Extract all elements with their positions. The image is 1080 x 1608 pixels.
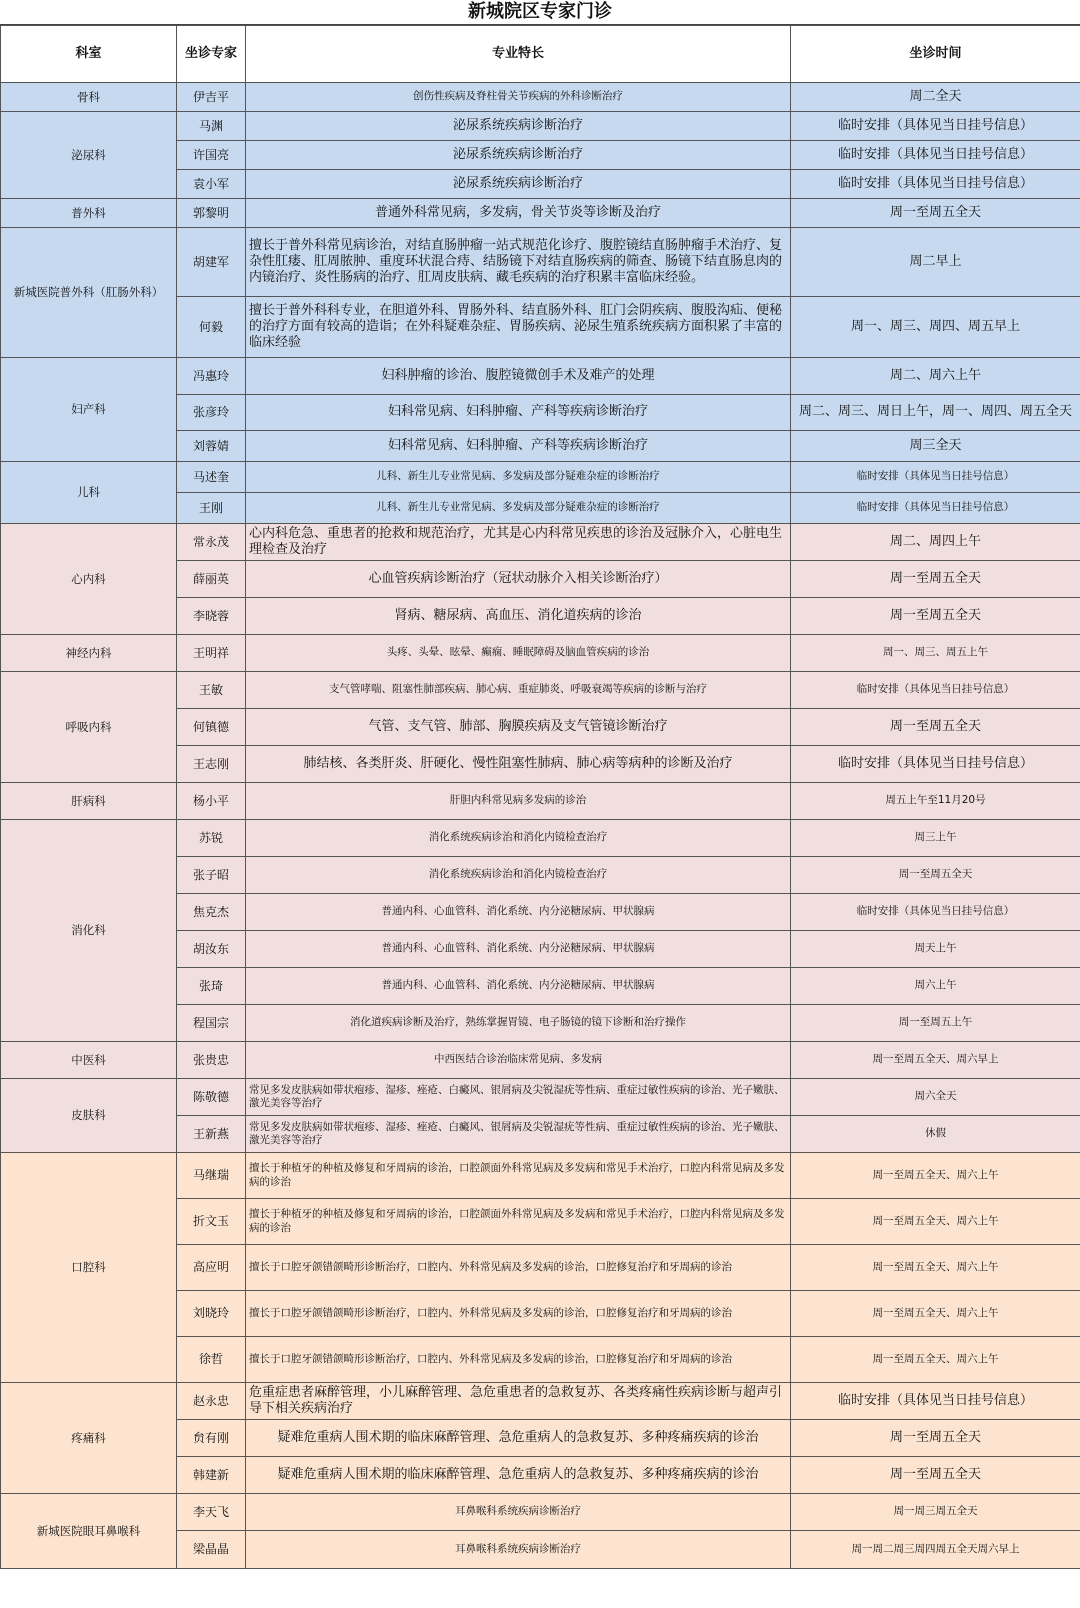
header-dept: 科室 bbox=[1, 26, 177, 83]
dept-cell: 疼痛科 bbox=[1, 1383, 177, 1494]
schedule-cell: 周一至周五全天、周六早上 bbox=[791, 1042, 1080, 1079]
doctor-cell: 刘蓉婧 bbox=[177, 431, 246, 462]
doctor-cell: 冯惠玲 bbox=[177, 358, 246, 395]
schedule-cell: 周二早上 bbox=[791, 228, 1080, 297]
specialty-cell: 肾病、糖尿病、高血压、消化道疾病的诊治 bbox=[246, 598, 791, 635]
header-specialty: 专业特长 bbox=[246, 26, 791, 83]
table-row bbox=[1, 820, 1080, 857]
schedule-cell: 周一至周五全天 bbox=[791, 1457, 1080, 1494]
dept-cell: 神经内科 bbox=[1, 635, 177, 672]
doctor-cell: 杨小平 bbox=[177, 783, 246, 820]
doctor-cell: 张琦 bbox=[177, 968, 246, 1005]
specialty-cell: 气管、支气管、肺部、胸膜疾病及支气管镜诊断治疗 bbox=[246, 709, 791, 746]
doctor-cell: 梁晶晶 bbox=[177, 1531, 246, 1569]
schedule-cell: 周一至周五全天 bbox=[791, 1420, 1080, 1457]
dept-cell: 呼吸内科 bbox=[1, 672, 177, 783]
doctor-cell: 王敏 bbox=[177, 672, 246, 709]
doctor-cell: 陈敬德 bbox=[177, 1079, 246, 1116]
doctor-cell: 胡建军 bbox=[177, 228, 246, 297]
specialty-cell: 消化系统疾病诊治和消化内镜检查治疗 bbox=[246, 820, 791, 857]
table-row bbox=[1, 1494, 1080, 1531]
dept-cell: 普外科 bbox=[1, 199, 177, 228]
schedule-cell: 周一周三周五全天 bbox=[791, 1494, 1080, 1531]
doctor-cell: 薛丽英 bbox=[177, 561, 246, 598]
dept-cell: 妇产科 bbox=[1, 358, 177, 462]
table-row bbox=[1, 524, 1080, 561]
specialty-cell: 擅长于口腔牙颌错颌畸形诊断治疗，口腔内、外科常见病及多发病的诊治，口腔修复治疗和牙周病的诊治 bbox=[246, 1291, 791, 1337]
table-row bbox=[1, 1383, 1080, 1420]
specialty-cell: 常见多发皮肤病如带状疱疹、湿疹、痤疮、白癜风、银屑病及尖锐湿疣等性病、重症过敏性疾病的诊治、光子嫩肤、激光美容等治疗 bbox=[246, 1079, 791, 1116]
doctor-cell: 王明祥 bbox=[177, 635, 246, 672]
doctor-cell: 高应明 bbox=[177, 1245, 246, 1291]
doctor-cell: 胡汝东 bbox=[177, 931, 246, 968]
doctor-cell: 马继瑞 bbox=[177, 1153, 246, 1199]
specialty-cell: 心血管疾病诊断治疗（冠状动脉介入相关诊断治疗） bbox=[246, 561, 791, 598]
specialty-cell: 泌尿系统疾病诊断治疗 bbox=[246, 112, 791, 141]
schedule-cell: 周一至周五全天、周六上午 bbox=[791, 1337, 1080, 1383]
schedule-cell: 周二、周四上午 bbox=[791, 524, 1080, 561]
schedule-cell: 周三上午 bbox=[791, 820, 1080, 857]
schedule-cell: 周一至周五全天 bbox=[791, 598, 1080, 635]
specialty-cell: 普通内科、心血管科、消化系统、内分泌糖尿病、甲状腺病 bbox=[246, 931, 791, 968]
specialty-cell: 耳鼻喉科系统疾病诊断治疗 bbox=[246, 1531, 791, 1569]
dept-cell: 中医科 bbox=[1, 1042, 177, 1079]
doctor-cell: 伊吉平 bbox=[177, 83, 246, 112]
specialty-cell: 擅长于种植牙的种植及修复和牙周病的诊治，口腔颌面外科常见病及多发病和常见手术治疗，口腔内科常见病及多发病的诊治 bbox=[246, 1153, 791, 1199]
clinic-table bbox=[0, 25, 1080, 1569]
specialty-cell: 消化系统疾病诊治和消化内镜检查治疗 bbox=[246, 857, 791, 894]
schedule-cell: 周一至周五全天、周六上午 bbox=[791, 1153, 1080, 1199]
table-row bbox=[1, 783, 1080, 820]
specialty-cell: 擅长于口腔牙颌错颌畸形诊断治疗，口腔内、外科常见病及多发病的诊治，口腔修复治疗和牙周病的诊治 bbox=[246, 1337, 791, 1383]
table-body bbox=[1, 83, 1080, 1569]
schedule-cell: 周六全天 bbox=[791, 1079, 1080, 1116]
doctor-cell: 徐哲 bbox=[177, 1337, 246, 1383]
table-row bbox=[1, 635, 1080, 672]
table-row bbox=[1, 358, 1080, 395]
doctor-cell: 袁小军 bbox=[177, 170, 246, 199]
table-row bbox=[1, 672, 1080, 709]
schedule-cell: 临时安排（具体见当日挂号信息） bbox=[791, 746, 1080, 783]
schedule-cell: 周一周二周三周四周五全天周六早上 bbox=[791, 1531, 1080, 1569]
doctor-cell: 马渊 bbox=[177, 112, 246, 141]
schedule-cell: 周一至周五全天、周六上午 bbox=[791, 1291, 1080, 1337]
dept-cell: 儿科 bbox=[1, 462, 177, 524]
page-title: 新城院区专家门诊 bbox=[0, 0, 1080, 25]
specialty-cell: 妇科常见病、妇科肿瘤、产科等疾病诊断治疗 bbox=[246, 395, 791, 431]
dept-cell: 泌尿科 bbox=[1, 112, 177, 199]
specialty-cell: 头疼、头晕、眩晕、癫痫、睡眠障碍及脑血管疾病的诊治 bbox=[246, 635, 791, 672]
table-row bbox=[1, 1042, 1080, 1079]
schedule-cell: 临时安排（具体见当日挂号信息） bbox=[791, 141, 1080, 170]
dept-cell: 消化科 bbox=[1, 820, 177, 1042]
dept-cell: 皮肤科 bbox=[1, 1079, 177, 1153]
specialty-cell: 擅长于普外科科专业，在胆道外科、胃肠外科、结直肠外科、肛门会阴疾病、腹股沟疝、便秘的治疗方面有较高的造诣；在外科疑难杂症、胃肠疾病、泌尿生殖系统疾病方面积累了丰富的临床经验 bbox=[246, 297, 791, 358]
specialty-cell: 儿科、新生儿专业常见病、多发病及部分疑难杂症的诊断治疗 bbox=[246, 493, 791, 524]
schedule-cell: 周一至周五全天、周六上午 bbox=[791, 1245, 1080, 1291]
schedule-cell: 临时安排（具体见当日挂号信息） bbox=[791, 170, 1080, 199]
schedule-cell: 周一至周五全天 bbox=[791, 199, 1080, 228]
dept-cell: 肝病科 bbox=[1, 783, 177, 820]
schedule-cell: 周三全天 bbox=[791, 431, 1080, 462]
doctor-cell: 张子昭 bbox=[177, 857, 246, 894]
schedule-cell: 周一至周五全天 bbox=[791, 857, 1080, 894]
schedule-cell: 周一、周三、周五上午 bbox=[791, 635, 1080, 672]
schedule-cell: 周一至周五全天 bbox=[791, 561, 1080, 598]
dept-cell: 口腔科 bbox=[1, 1153, 177, 1383]
doctor-cell: 王刚 bbox=[177, 493, 246, 524]
doctor-cell: 何镇德 bbox=[177, 709, 246, 746]
schedule-cell: 临时安排（具体见当日挂号信息） bbox=[791, 112, 1080, 141]
dept-cell: 新城医院普外科（肛肠外科） bbox=[1, 228, 177, 358]
doctor-cell: 张贵忠 bbox=[177, 1042, 246, 1079]
schedule-cell: 周二、周三、周日上午，周一、周四、周五全天 bbox=[791, 395, 1080, 431]
schedule-cell: 周一至周五全天 bbox=[791, 709, 1080, 746]
doctor-cell: 马述奎 bbox=[177, 462, 246, 493]
doctor-cell: 程国宗 bbox=[177, 1005, 246, 1042]
specialty-cell: 心内科危急、重患者的抢救和规范治疗，尤其是心内科常见疾患的诊治及冠脉介入，心脏电生理检查及治疗 bbox=[246, 524, 791, 561]
specialty-cell: 肝胆内科常见病多发病的诊治 bbox=[246, 783, 791, 820]
specialty-cell: 耳鼻喉科系统疾病诊断治疗 bbox=[246, 1494, 791, 1531]
specialty-cell: 泌尿系统疾病诊断治疗 bbox=[246, 141, 791, 170]
schedule-cell: 周一至周五上午 bbox=[791, 1005, 1080, 1042]
schedule-cell: 临时安排（具体见当日挂号信息） bbox=[791, 493, 1080, 524]
dept-cell: 骨科 bbox=[1, 83, 177, 112]
doctor-cell: 张彦玲 bbox=[177, 395, 246, 431]
specialty-cell: 消化道疾病诊断及治疗，熟练掌握胃镜、电子肠镜的镜下诊断和治疗操作 bbox=[246, 1005, 791, 1042]
specialty-cell: 儿科、新生儿专业常见病、多发病及部分疑难杂症的诊断治疗 bbox=[246, 462, 791, 493]
header-schedule: 坐诊时间 bbox=[791, 26, 1080, 83]
header-doctor: 坐诊专家 bbox=[177, 26, 246, 83]
schedule-cell: 休假 bbox=[791, 1116, 1080, 1153]
specialty-cell: 疑难危重病人围术期的临床麻醉管理、急危重病人的急救复苏、多种疼痛疾病的诊治 bbox=[246, 1457, 791, 1494]
table-row bbox=[1, 1079, 1080, 1116]
doctor-cell: 李天飞 bbox=[177, 1494, 246, 1531]
specialty-cell: 妇科肿瘤的诊治、腹腔镜微创手术及难产的处理 bbox=[246, 358, 791, 395]
table-row bbox=[1, 83, 1080, 112]
doctor-cell: 刘晓玲 bbox=[177, 1291, 246, 1337]
table-row bbox=[1, 112, 1080, 141]
schedule-cell: 周一、周三、周四、周五早上 bbox=[791, 297, 1080, 358]
specialty-cell: 支气管哮喘、阻塞性肺部疾病、肺心病、重症肺炎、呼吸衰竭等疾病的诊断与治疗 bbox=[246, 672, 791, 709]
specialty-cell: 疑难危重病人围术期的临床麻醉管理、急危重病人的急救复苏、多种疼痛疾病的诊治 bbox=[246, 1420, 791, 1457]
specialty-cell: 擅长于普外科常见病诊治，对结直肠肿瘤一站式规范化诊疗、腹腔镜结直肠肿瘤手术治疗、复杂性肛瘘、肛周脓肿、重度环状混合痔、结肠镜下对结直肠疾病的筛查、肠镜下结直肠息肉的内镜治疗、炎性肠病的治疗、肛周皮肤病、藏毛疾病的治疗积累丰富临床经验。 bbox=[246, 228, 791, 297]
specialty-cell: 危重症患者麻醉管理，小儿麻醉管理、急危重患者的急救复苏、各类疼痛性疾病诊断与超声引导下相关疾病治疗 bbox=[246, 1383, 791, 1420]
specialty-cell: 普通内科、心血管科、消化系统、内分泌糖尿病、甲状腺病 bbox=[246, 894, 791, 931]
schedule-cell: 周五上午至11月20号 bbox=[791, 783, 1080, 820]
specialty-cell: 常见多发皮肤病如带状疱疹、湿疹、痤疮、白癜风、银屑病及尖锐湿疣等性病、重症过敏性疾病的诊治、光子嫩肤、激光美容等治疗 bbox=[246, 1116, 791, 1153]
doctor-cell: 赵永忠 bbox=[177, 1383, 246, 1420]
schedule-cell: 周一至周五全天、周六上午 bbox=[791, 1199, 1080, 1245]
specialty-cell: 普通内科、心血管科、消化系统、内分泌糖尿病、甲状腺病 bbox=[246, 968, 791, 1005]
schedule-cell: 周天上午 bbox=[791, 931, 1080, 968]
doctor-cell: 常永茂 bbox=[177, 524, 246, 561]
doctor-cell: 焦克杰 bbox=[177, 894, 246, 931]
specialty-cell: 泌尿系统疾病诊断治疗 bbox=[246, 170, 791, 199]
specialty-cell: 擅长于口腔牙颌错颌畸形诊断治疗，口腔内、外科常见病及多发病的诊治，口腔修复治疗和牙周病的诊治 bbox=[246, 1245, 791, 1291]
specialty-cell: 擅长于种植牙的种植及修复和牙周病的诊治，口腔颌面外科常见病及多发病和常见手术治疗，口腔内科常见病及多发病的诊治 bbox=[246, 1199, 791, 1245]
schedule-cell: 临时安排（具体见当日挂号信息） bbox=[791, 462, 1080, 493]
schedule-cell: 临时安排（具体见当日挂号信息） bbox=[791, 894, 1080, 931]
dept-cell: 新城医院眼耳鼻喉科 bbox=[1, 1494, 177, 1569]
dept-cell: 心内科 bbox=[1, 524, 177, 635]
doctor-cell: 何毅 bbox=[177, 297, 246, 358]
table-row bbox=[1, 1153, 1080, 1199]
schedule-cell: 周二、周六上午 bbox=[791, 358, 1080, 395]
specialty-cell: 肺结核、各类肝炎、肝硬化、慢性阻塞性肺病、肺心病等病种的诊断及治疗 bbox=[246, 746, 791, 783]
doctor-cell: 贠有刚 bbox=[177, 1420, 246, 1457]
doctor-cell: 苏锐 bbox=[177, 820, 246, 857]
doctor-cell: 王志刚 bbox=[177, 746, 246, 783]
schedule-cell: 周二全天 bbox=[791, 83, 1080, 112]
specialty-cell: 中西医结合诊治临床常见病、多发病 bbox=[246, 1042, 791, 1079]
specialty-cell: 创伤性疾病及脊柱骨关节疾病的外科诊断治疗 bbox=[246, 83, 791, 112]
schedule-cell: 临时安排（具体见当日挂号信息） bbox=[791, 672, 1080, 709]
specialty-cell: 普通外科常见病，多发病，骨关节炎等诊断及治疗 bbox=[246, 199, 791, 228]
doctor-cell: 许国亮 bbox=[177, 141, 246, 170]
table-row bbox=[1, 462, 1080, 493]
specialty-cell: 妇科常见病、妇科肿瘤、产科等疾病诊断治疗 bbox=[246, 431, 791, 462]
table-row bbox=[1, 228, 1080, 297]
doctor-cell: 折文玉 bbox=[177, 1199, 246, 1245]
doctor-cell: 李晓蓉 bbox=[177, 598, 246, 635]
table-row bbox=[1, 199, 1080, 228]
doctor-cell: 郭黎明 bbox=[177, 199, 246, 228]
schedule-cell: 临时安排（具体见当日挂号信息） bbox=[791, 1383, 1080, 1420]
doctor-cell: 韩建新 bbox=[177, 1457, 246, 1494]
header-row bbox=[1, 26, 1080, 83]
doctor-cell: 王新燕 bbox=[177, 1116, 246, 1153]
schedule-cell: 周六上午 bbox=[791, 968, 1080, 1005]
